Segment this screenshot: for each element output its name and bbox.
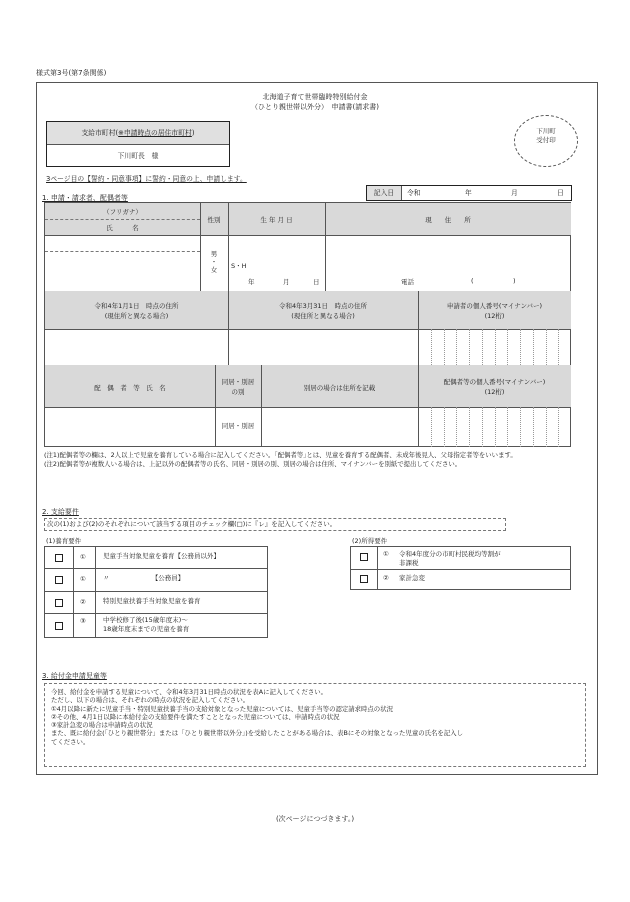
address-header: 現 住 所 bbox=[425, 216, 471, 224]
section3-line-5: ③家計急変の場合は申請時点の状況 bbox=[51, 721, 153, 730]
note-2: (注2)配偶者等が複数人いる場合は、上記以外の配偶者等の氏名、同居・別居の別、別居の場合は住所、マイナンバーを別紙で提出してください。 bbox=[44, 460, 462, 468]
section3-line-3: ①4月以降に新たに児童手当・特別児童扶養手当の支給対象となった児童については、児童手当等の認定請求時点の状況 bbox=[51, 704, 393, 713]
care-requirement-table bbox=[44, 546, 268, 638]
digit-divider bbox=[507, 407, 508, 447]
income-item-1-num: ① bbox=[383, 550, 389, 558]
digit-divider bbox=[456, 407, 457, 447]
digit-divider bbox=[520, 329, 521, 365]
birth-year: 年 bbox=[248, 278, 255, 286]
addr-mar31-input[interactable] bbox=[228, 329, 418, 365]
separate-addr-header: 別居の場合は住所を記載 bbox=[303, 384, 376, 392]
date-label: 記入日 bbox=[367, 186, 402, 200]
addr-jan1-header: 令和4年1月1日 時点の住所 bbox=[94, 302, 179, 310]
section3-line-1: 今回、給付金を申請する児童について、令和4年3月31日時点の状況を表Aに記入してください。 bbox=[51, 688, 328, 696]
addr-jan1-input[interactable] bbox=[45, 329, 228, 365]
gender-header: 性別 bbox=[207, 216, 221, 224]
section2-title: 2. 支給要件 bbox=[42, 508, 79, 516]
phone-label: 電話 bbox=[401, 278, 414, 286]
applicant-table bbox=[44, 202, 571, 447]
continued-note: (次ページにつづきます。) bbox=[275, 815, 355, 823]
digit-divider bbox=[558, 407, 559, 447]
care-item-3-num: ② bbox=[80, 598, 86, 606]
care-item-2-text: 〃 【公務員】 bbox=[103, 574, 185, 582]
address-input[interactable] bbox=[325, 235, 571, 275]
date-month: 月 bbox=[511, 189, 518, 197]
income-item-2-num: ② bbox=[383, 574, 389, 582]
care-item-4-checkbox[interactable] bbox=[55, 622, 63, 630]
note-1: (注1)配偶者等の欄は、2人以上で児童を養育している場合に記入してください。｢配偶者等｣とは、児童を養育する配偶者、未成年後見人、父母指定者等をいいます。 bbox=[44, 451, 517, 459]
section3-line-6: また、既に給付金(「ひとり親世帯分」または「ひとり親世帯以外分」)を受給したことがある場合は、表Bにその対象となった児童の氏名を記入し bbox=[51, 729, 463, 738]
digit-divider bbox=[558, 329, 559, 365]
separate-addr-input[interactable] bbox=[261, 407, 418, 447]
addr-jan1-sub: (現住所と異なる場合) bbox=[104, 312, 169, 320]
spouse-mynumber-sub: (12桁) bbox=[484, 388, 505, 396]
digit-divider bbox=[444, 329, 445, 365]
digit-divider bbox=[431, 329, 432, 365]
income-requirement-table bbox=[350, 546, 571, 590]
care-item-3-checkbox[interactable] bbox=[55, 599, 63, 607]
name-header: 氏 名 bbox=[106, 224, 139, 232]
addr-mar31-sub: (現住所と異なる場合) bbox=[291, 312, 355, 320]
cohabit-header: 同居・別居 bbox=[221, 378, 255, 386]
reception-stamp-area: 下川町 受付印 bbox=[514, 115, 578, 167]
spouse-name-input[interactable] bbox=[45, 407, 215, 447]
section3-line-2: ただし、以下の場合は、それぞれの時点の状況を記入してください。 bbox=[51, 696, 250, 705]
income-requirement-title: (2)所得要件 bbox=[352, 537, 388, 545]
digit-divider bbox=[482, 329, 483, 365]
care-item-3-text: 特別児童扶養手当対象児童を養育 bbox=[103, 597, 201, 605]
section3-title: 3. 給付金申請児童等 bbox=[42, 672, 107, 680]
phone-open-paren: ( bbox=[471, 277, 474, 285]
digit-divider bbox=[533, 329, 534, 365]
date-field[interactable] bbox=[431, 186, 432, 200]
birth-era[interactable]: S・H bbox=[231, 262, 247, 270]
pledge-text: 3ページ目の【誓約・同意事項】に誓約・同意の上、申請します。 bbox=[46, 175, 247, 183]
spouse-mynumber-header: 配偶者等の個人番号(マイナンバー) bbox=[443, 378, 546, 386]
addr-mar31-header: 令和4年3月31日 時点の住所 bbox=[278, 302, 368, 310]
digit-divider bbox=[431, 407, 432, 447]
digit-divider bbox=[546, 407, 547, 447]
birth-day: 日 bbox=[313, 278, 320, 286]
furigana-header: （フリガナ） bbox=[103, 208, 142, 216]
digit-divider bbox=[546, 329, 547, 365]
applicant-mynumber-sub: (12桁) bbox=[484, 312, 505, 320]
digit-divider bbox=[533, 407, 534, 447]
section3-instructions bbox=[44, 683, 586, 767]
income-item-1-text: 令和4年度分の市町村民税均等割が 非課税 bbox=[399, 550, 501, 567]
income-item-2-text: 家計急変 bbox=[399, 574, 425, 582]
income-item-1-checkbox[interactable] bbox=[360, 553, 368, 561]
office-value: 下川町長 様 bbox=[117, 152, 159, 160]
birth-header: 生 年 月 日 bbox=[260, 216, 293, 224]
office-box bbox=[46, 121, 230, 167]
date-year: 年 bbox=[465, 189, 472, 197]
digit-divider bbox=[482, 407, 483, 447]
form-title: 北海道子育て世帯臨時特別給付金 bbox=[262, 93, 368, 101]
cohabit-options[interactable]: 同居・別居 bbox=[221, 422, 255, 430]
cohabit-header-sub: の別 bbox=[231, 388, 245, 396]
care-item-4-text: 中学校修了後(15歳年度末)～ 18歳年度末までの児童を養育 bbox=[103, 616, 190, 633]
digit-divider bbox=[507, 329, 508, 365]
date-day: 日 bbox=[557, 189, 564, 197]
care-item-1-text: 児童手当対象児童を養育【公務員以外】 bbox=[103, 552, 220, 560]
care-requirement-title: (1)養育要件 bbox=[46, 537, 82, 545]
care-item-1-checkbox[interactable] bbox=[55, 554, 63, 562]
furigana-input[interactable] bbox=[45, 235, 200, 251]
digit-divider bbox=[456, 329, 457, 365]
digit-divider bbox=[495, 329, 496, 365]
phone-close-paren: ) bbox=[513, 277, 516, 285]
care-item-2-num: ① bbox=[80, 575, 86, 583]
section2-instruction: 次の(1)および(2)のそれぞれについて該当する項目のチェック欄(□)に『レ』を記入してください。 bbox=[44, 518, 506, 531]
office-label: 支給市町村(※申請時点の居住市町村) bbox=[47, 122, 229, 145]
digit-divider bbox=[520, 407, 521, 447]
section3-line-4: ②その他、4月1日以降に本給付金の支給要件を満たすこととなった児童については、申請時点の状況 bbox=[51, 712, 340, 721]
birth-month: 月 bbox=[283, 278, 290, 286]
care-item-2-checkbox[interactable] bbox=[55, 576, 63, 584]
digit-divider bbox=[495, 407, 496, 447]
date-box bbox=[366, 185, 572, 201]
section1-title: 1. 申請・請求者、配偶者等 bbox=[42, 194, 128, 202]
digit-divider bbox=[469, 407, 470, 447]
date-era: 令和 bbox=[407, 189, 421, 197]
income-item-2-checkbox[interactable] bbox=[360, 575, 368, 583]
digit-divider bbox=[444, 407, 445, 447]
section3-line-7: てください。 bbox=[51, 737, 90, 746]
name-input[interactable] bbox=[45, 251, 200, 291]
applicant-mynumber-header: 申請者の個人番号(マイナンバー) bbox=[446, 302, 543, 310]
care-item-4-num: ③ bbox=[80, 617, 86, 625]
digit-divider bbox=[469, 329, 470, 365]
gender-options[interactable]: 男 ・ 女 bbox=[210, 250, 218, 274]
form-number: 様式第3号(第7条関係) bbox=[36, 69, 107, 77]
form-subtitle: （ひとり親世帯以外分） 申請書(請求書) bbox=[251, 103, 379, 111]
care-item-1-num: ① bbox=[80, 553, 86, 561]
spouse-name-header: 配 偶 者 等 氏 名 bbox=[94, 384, 166, 392]
